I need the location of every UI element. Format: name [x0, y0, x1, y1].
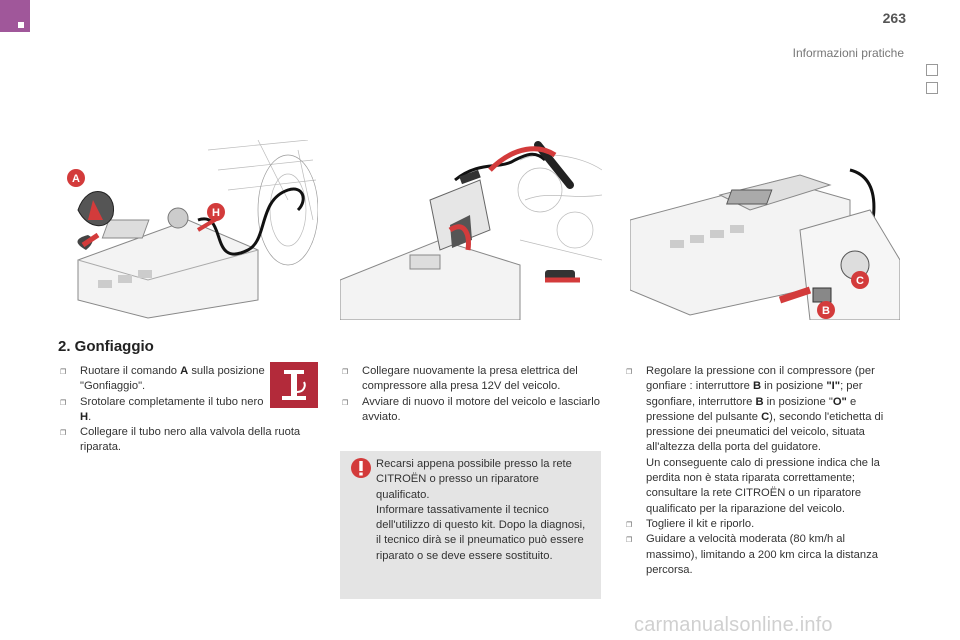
callout-a: A	[72, 173, 80, 185]
warning-icon	[350, 457, 372, 479]
column-3	[624, 364, 892, 578]
warning-box	[340, 451, 601, 599]
pump-icon	[270, 362, 318, 408]
list-item-continuation: Un conseguente calo di pressione indica che la perdita non è stata riparata correttamente; consultare la rete CITROËN o un riparatore qualificato per la riparazione del veicolo.	[646, 456, 880, 515]
bullet-icon: ❐	[342, 369, 349, 376]
section-title: Informazioni pratiche	[792, 46, 904, 60]
warning-text: Recarsi appena possibile presso la rete CITROËN o presso un riparatore qualificato. Informare tassativamente il tecnico dell'utilizzo di questo kit. Dopo la diagnosi, il tecnico dirà se il pneumatico può essere riparato o se deve essere sostituito.	[376, 458, 586, 562]
list-item: ❐ Ruotare il comando A sulla posizione "Gonfiaggio".	[60, 365, 265, 393]
page-number: 263	[882, 10, 906, 26]
bullet-icon: ❐	[626, 369, 633, 376]
callout-h: H	[212, 207, 220, 219]
tab-marker	[926, 64, 938, 76]
bullet-icon: ❐	[626, 537, 633, 545]
callout-c: C	[856, 275, 864, 287]
illustration-compressor-hose	[58, 140, 318, 320]
section-heading: 2. Gonfiaggio	[58, 338, 154, 355]
list-item: ❐ Guidare a velocità moderata (80 km/h al massimo), limitando a 200 km circa la distanza percorsa.	[626, 533, 878, 576]
list-item: ❐ Avviare di nuovo il motore del veicolo e lasciarlo avviato.	[342, 395, 600, 423]
tab-marker	[926, 82, 938, 94]
list-item: ❐ Regolare la pressione con il compressore (per gonfiare : interruttore B in posizione "I"; per sgonfiare, interruttore B in posizione "O" e pressione del pulsante C), secondo l'etichetta di pressione dei pneumatici del veicolo, situata all'altezza della porta del guidatore.	[626, 365, 884, 454]
bullet-icon: ❐	[60, 369, 67, 376]
bullet-icon: ❐	[60, 430, 67, 438]
illustration-12v-socket	[340, 140, 602, 320]
list-item: ❐ Togliere il kit e riporlo.	[624, 517, 892, 532]
column-2	[340, 364, 600, 425]
bullet-icon: ❐	[60, 399, 67, 407]
column-1	[58, 364, 301, 456]
watermark: carmanualsonline.info	[634, 614, 833, 636]
illustration-pressure-switch	[630, 140, 900, 320]
list-item: ❐ Srotolare completamente il tubo nero H.	[60, 395, 264, 423]
bullet-icon: ❐	[626, 521, 633, 529]
list-item: ❐ Collegare nuovamente la presa elettrica del compressore alla presa 12V del veicolo.	[342, 365, 578, 393]
callout-b: B	[822, 305, 830, 317]
list-item: ❐ Collegare il tubo nero alla valvola della ruota riparata.	[60, 426, 301, 454]
section-tab	[0, 0, 30, 32]
bullet-icon: ❐	[342, 399, 349, 407]
